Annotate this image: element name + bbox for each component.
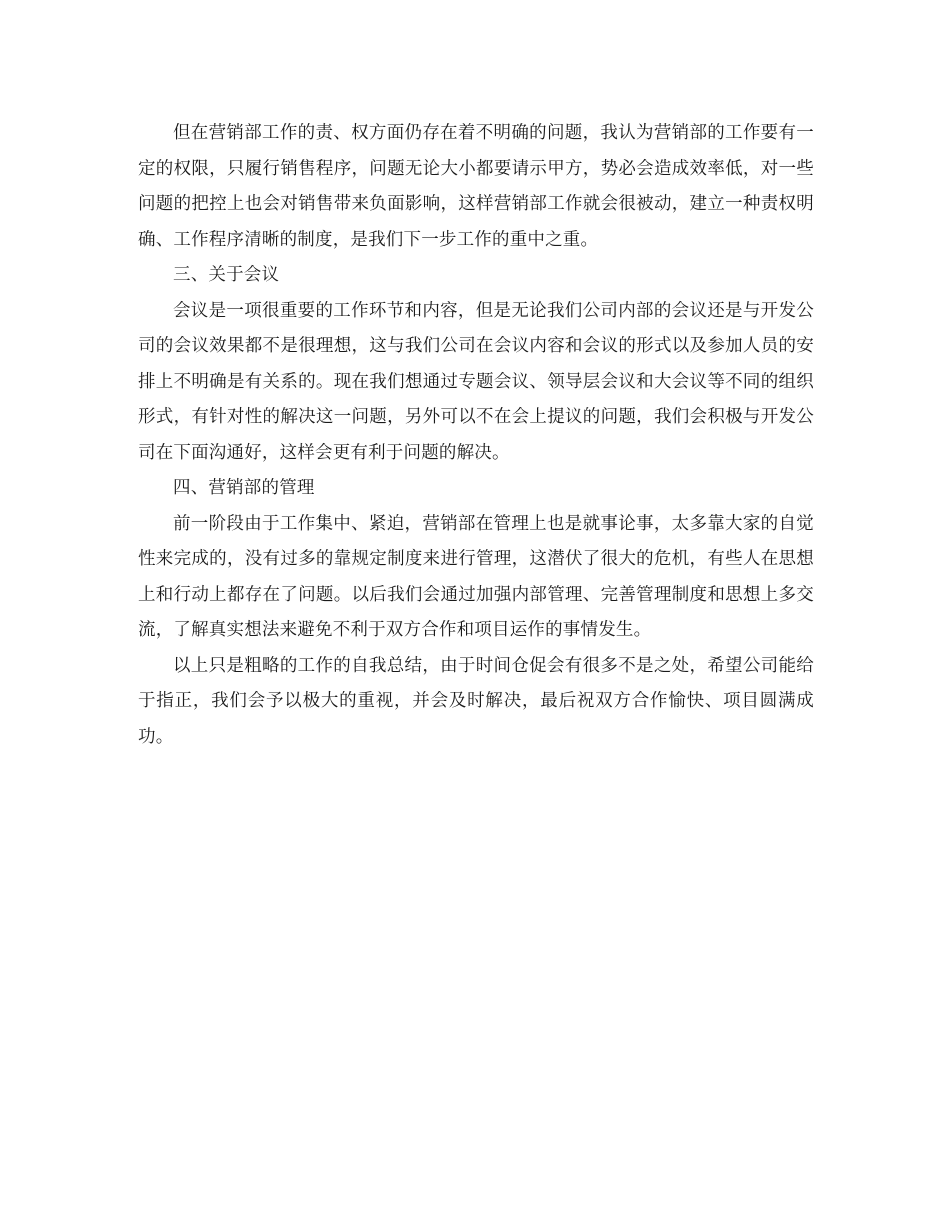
paragraph-conclusion: 以上只是粗略的工作的自我总结，由于时间仓促会有很多不是之处，希望公司能给于指正，我们会予以极大的重视，并会及时解决，最后祝双方合作愉快、项目圆满成功。	[138, 655, 814, 747]
section-heading-management: 四、营销部的管理	[173, 478, 315, 498]
document-body	[138, 116, 814, 755]
section-heading-meetings: 三、关于会议	[173, 265, 280, 285]
paragraph-meetings: 会议是一项很重要的工作环节和内容，但是无论我们公司内部的会议还是与开发公司的会议效果都不是很理想，这与我们公司在会议内容和会议的形式以及参加人员的安排上不明确是有关系的。现在我们想通过专题会议、领导层会议和大会议等不同的组织形式，有针对性的解决这一问题，另外可以不在会上提议的问题，我们会积极与开发公司在下面沟通好，这样会更有利于问题的解决。	[138, 300, 814, 463]
paragraph-management: 前一阶段由于工作集中、紧迫，营销部在管理上也是就事论事，太多靠大家的自觉性来完成的，没有过多的靠规定制度来进行管理，这潜伏了很大的危机，有些人在思想上和行动上都存在了问题。以后我们会通过加强内部管理、完善管理制度和思想上多交流，了解真实想法来避免不利于双方合作和项目运作的事情发生。	[138, 513, 814, 640]
paragraph-responsibility: 但在营销部工作的责、权方面仍存在着不明确的问题，我认为营销部的工作要有一定的权限，只履行销售程序，问题无论大小都要请示甲方，势必会造成效率低，对一些问题的把控上也会对销售带来负面影响，这样营销部工作就会很被动，建立一种责权明确、工作程序清晰的制度，是我们下一步工作的重中之重。	[138, 123, 814, 250]
